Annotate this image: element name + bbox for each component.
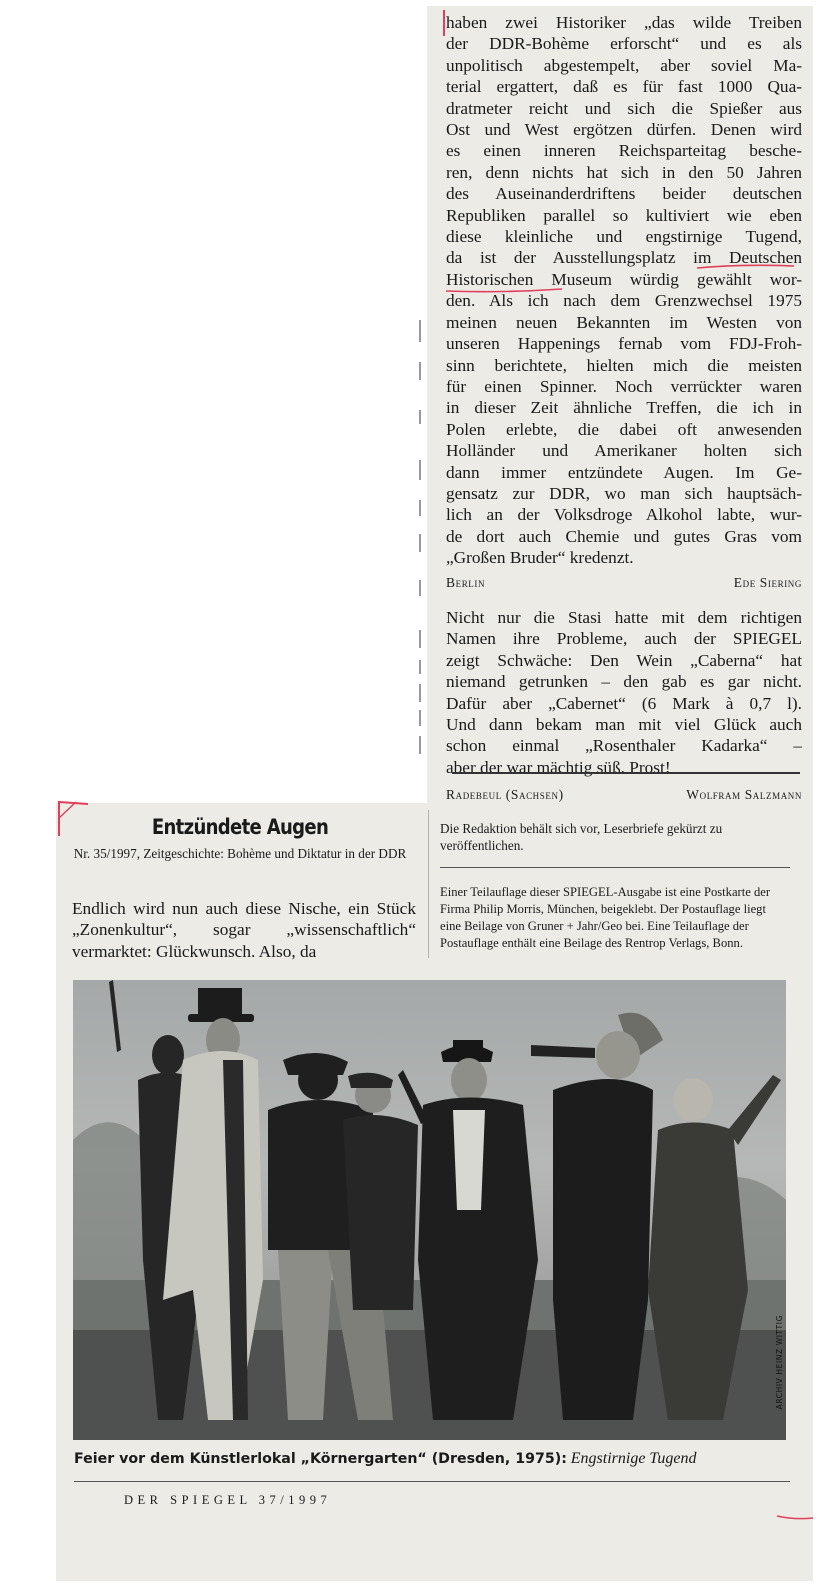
letter1-line: Polen erlebte, die dabei oft anwesenden	[446, 419, 802, 439]
letter2-line: zeigt Schwäche: Den Wein „Caberna“ hat	[446, 650, 802, 670]
letter1-line: unseren Happenings fernab vom FDJ-Froh-	[446, 334, 802, 354]
letter1-line: Historischen Museum würdig gewählt wor-	[446, 269, 802, 289]
letter1-line: für einen Spinner. Noch verrückter waren	[446, 376, 802, 396]
letter1-line: haben zwei Historiker „das wilde Treiben	[446, 13, 802, 32]
letter1-line: des Auseinanderdriftens beider deutschen	[446, 184, 802, 204]
letter2-line: Und dann bekam man mit viel Glück auch	[446, 715, 802, 734]
letter2-line: Nicht nur die Stasi hatte mit dem richtigen	[446, 607, 802, 627]
letter1-line: gensatz zur DDR, wo man sich hauptsäch-	[446, 483, 802, 503]
photo-credit: ARCHIV HEINZ WITTIG	[775, 1315, 784, 1410]
pencil-marks	[414, 300, 426, 780]
letter1-line: sinn berichtete, hielten mich die meisten	[446, 355, 802, 375]
letter-2-author: Wolfram Salzmann	[686, 787, 802, 803]
letter1-line: meinen neuen Bekannten im Westen von	[446, 312, 802, 332]
article-headline: Entzündete Augen	[151, 815, 329, 839]
letters-column	[446, 12, 802, 806]
letter1-line: Republiken parallel so kultiviert wie eben	[446, 205, 802, 225]
footer-rule	[74, 1481, 790, 1482]
editorial-notes	[440, 820, 790, 950]
letter2-line: Dafür aber „Cabernet“ (6 Mark à 0,7 l).	[446, 693, 802, 713]
signature-rule	[452, 772, 800, 774]
inserts-notice: Einer Teilauflage dieser SPIEGEL-Ausgabe ist eine Postkarte der Firma Philip Morris, München, beigeklebt. Der Postauflage liegt eine Beilage von Gruner + Jahr/Geo bei. Eine Teilauflage der Postauflage enthält eine Beilage des Rentrop Verlags, Bonn.	[440, 885, 771, 950]
letter1-line: da ist der Ausstellungsplatz im Deutschen	[446, 248, 802, 268]
letter-2-place: Radebeul (Sachsen)	[446, 787, 564, 803]
editorial-disclaimer: Die Redaktion behält sich vor, Leserbriefe gekürzt zu veröffentlichen.	[440, 821, 723, 853]
letter1-line: dann immer entzündete Augen. Im Ge-	[446, 462, 802, 482]
photo-illustration	[73, 980, 786, 1440]
letter1-line: dratmeter reicht und sich die Spießer aus	[446, 98, 802, 118]
photo-caption	[74, 1449, 794, 1469]
letter1-line: terial ergattert, daß es für fast 1000 Qua-	[446, 77, 802, 97]
photo-caption-lead: Feier vor dem Künstlerlokal „Körnergarten“ (Dresden, 1975):	[74, 1451, 567, 1467]
letter-1-author: Ede Siering	[733, 574, 802, 590]
party-photo	[73, 980, 786, 1440]
letter1-line: der DDR-Bohème erforscht“ und es als	[446, 34, 802, 54]
letter1-line: Holländer und Amerikaner holten sich	[446, 441, 802, 461]
letter-2-signature	[446, 784, 802, 805]
red-marker-bottom	[775, 1510, 815, 1524]
letter2-line: niemand getrunken – den gab es gar nicht.	[446, 672, 802, 692]
letter1-line: unpolitisch abgestempelt, aber soviel Ma-	[446, 55, 802, 75]
letter-2-body	[446, 607, 802, 778]
notes-rule	[440, 867, 790, 868]
letter-intro-text: Endlich wird nun auch diese Nische, ein Stück „Zonenkultur“, sogar „wissenschaftlich“ vermarktet: Glückwunsch. Also, da	[72, 899, 416, 961]
letter1-line: lich an der Volksdroge Alkohol labte, wur-	[446, 505, 802, 525]
page-footer: DER SPIEGEL 37/1997	[124, 1493, 332, 1507]
letter1-line: „Großen Bruder“ kredenzt.	[446, 548, 634, 568]
letter1-line: de dort auch Chemie und gutes Gras vom	[446, 526, 802, 546]
letter1-line: in dieser Zeit ähnliche Treffen, die ich in	[446, 398, 802, 418]
letter2-line: aber der war mächtig süß. Prost!	[446, 757, 671, 777]
letter-1-place: Berlin	[446, 574, 486, 590]
letter1-line: es einen inneren Reichsparteitag besche-	[446, 141, 802, 161]
column-divider	[428, 810, 429, 958]
letter1-line: ren, denn nichts hat sich in den 50 Jahren	[446, 162, 802, 182]
letter1-line: den. Als ich nach dem Grenzwechsel 1975	[446, 291, 802, 311]
letter1-line: diese kleinliche und engstirnige Tugend,	[446, 227, 802, 247]
article-reference-block	[70, 815, 410, 862]
article-reference: Nr. 35/1997, Zeitgeschichte: Bohème und Diktatur in der DDR	[73, 846, 407, 861]
letter-1-body	[446, 12, 802, 569]
photo-caption-tail: Engstirnige Tugend	[570, 1450, 697, 1467]
letter-1-signature	[446, 572, 802, 593]
letter2-line: schon einmal „Rosenthaler Kadarka“ –	[446, 736, 802, 756]
letter1-line: Ost und West ergötzen dürfen. Denen wird	[446, 120, 802, 140]
letter2-line: Namen ihre Probleme, auch der SPIEGEL	[446, 629, 802, 649]
